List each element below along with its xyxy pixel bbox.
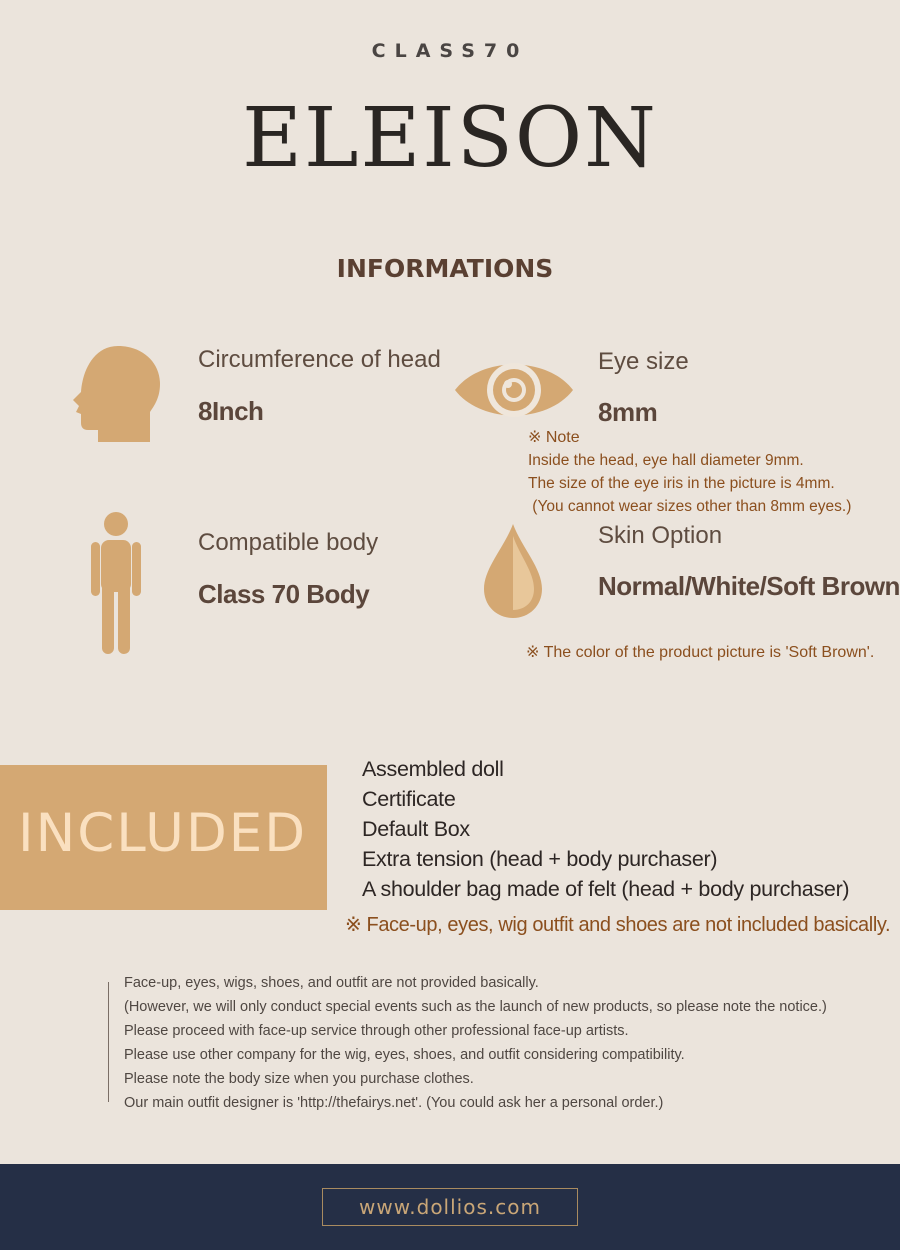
informations-heading: INFORMATIONS (336, 254, 554, 283)
head-circumference-label: Circumference of head (198, 346, 441, 373)
skin-option-value: Normal/White/Soft Brown (598, 571, 900, 601)
included-item: Certificate (362, 787, 456, 811)
brand-subtitle: CLASS70 (371, 40, 529, 62)
notice-divider (108, 982, 109, 1102)
product-title: ELEISON (242, 91, 658, 186)
notice-line: Please use other company for the wig, eyes, shoes, and outfit considering compatibility. (124, 1047, 685, 1063)
website-link[interactable]: www.dollios.com (322, 1188, 578, 1226)
eye-note-line: The size of the eye iris in the picture is 4mm. (528, 475, 835, 492)
drop-icon (482, 522, 544, 620)
notice-line: Face-up, eyes, wigs, shoes, and outfit are not provided basically. (124, 975, 539, 991)
person-icon (90, 512, 142, 656)
notice-line: (However, we will only conduct special events such as the launch of new products, so please note the notice.) (124, 999, 827, 1015)
eye-note-line: (You cannot wear sizes other than 8mm eyes.) (528, 498, 852, 515)
included-item: Default Box (362, 817, 470, 841)
eye-note-heading: ※ Note (528, 429, 580, 446)
eye-note-line: Inside the head, eye hall diameter 9mm. (528, 452, 804, 469)
included-note: ※ Face-up, eyes, wig outfit and shoes are not included basically. (345, 914, 891, 936)
notice-line: Our main outfit designer is 'http://thefairys.net'. (You could ask her a personal order.) (124, 1095, 664, 1111)
eye-size-note (528, 426, 851, 518)
skin-option-label: Skin Option (598, 522, 723, 549)
eye-size-label: Eye size (598, 348, 689, 375)
head-circumference-value: 8Inch (198, 396, 264, 426)
compatible-body-value: Class 70 Body (198, 579, 370, 609)
skin-option-note: ※ The color of the product picture is 'Soft Brown'. (526, 644, 875, 661)
eye-icon (453, 354, 575, 426)
included-item: A shoulder bag made of felt (head + body purchaser) (362, 877, 850, 901)
included-list (362, 754, 849, 904)
eye-size-value: 8mm (598, 397, 658, 427)
included-item: Extra tension (head + body purchaser) (362, 847, 718, 871)
included-item: Assembled doll (362, 757, 504, 781)
included-heading: INCLUDED (18, 803, 308, 864)
notice-line: Please note the body size when you purchase clothes. (124, 1071, 474, 1087)
head-profile-icon (70, 344, 162, 444)
notice-list (124, 971, 827, 1115)
compatible-body-label: Compatible body (198, 529, 379, 556)
notice-line: Please proceed with face-up service through other professional face-up artists. (124, 1023, 629, 1039)
